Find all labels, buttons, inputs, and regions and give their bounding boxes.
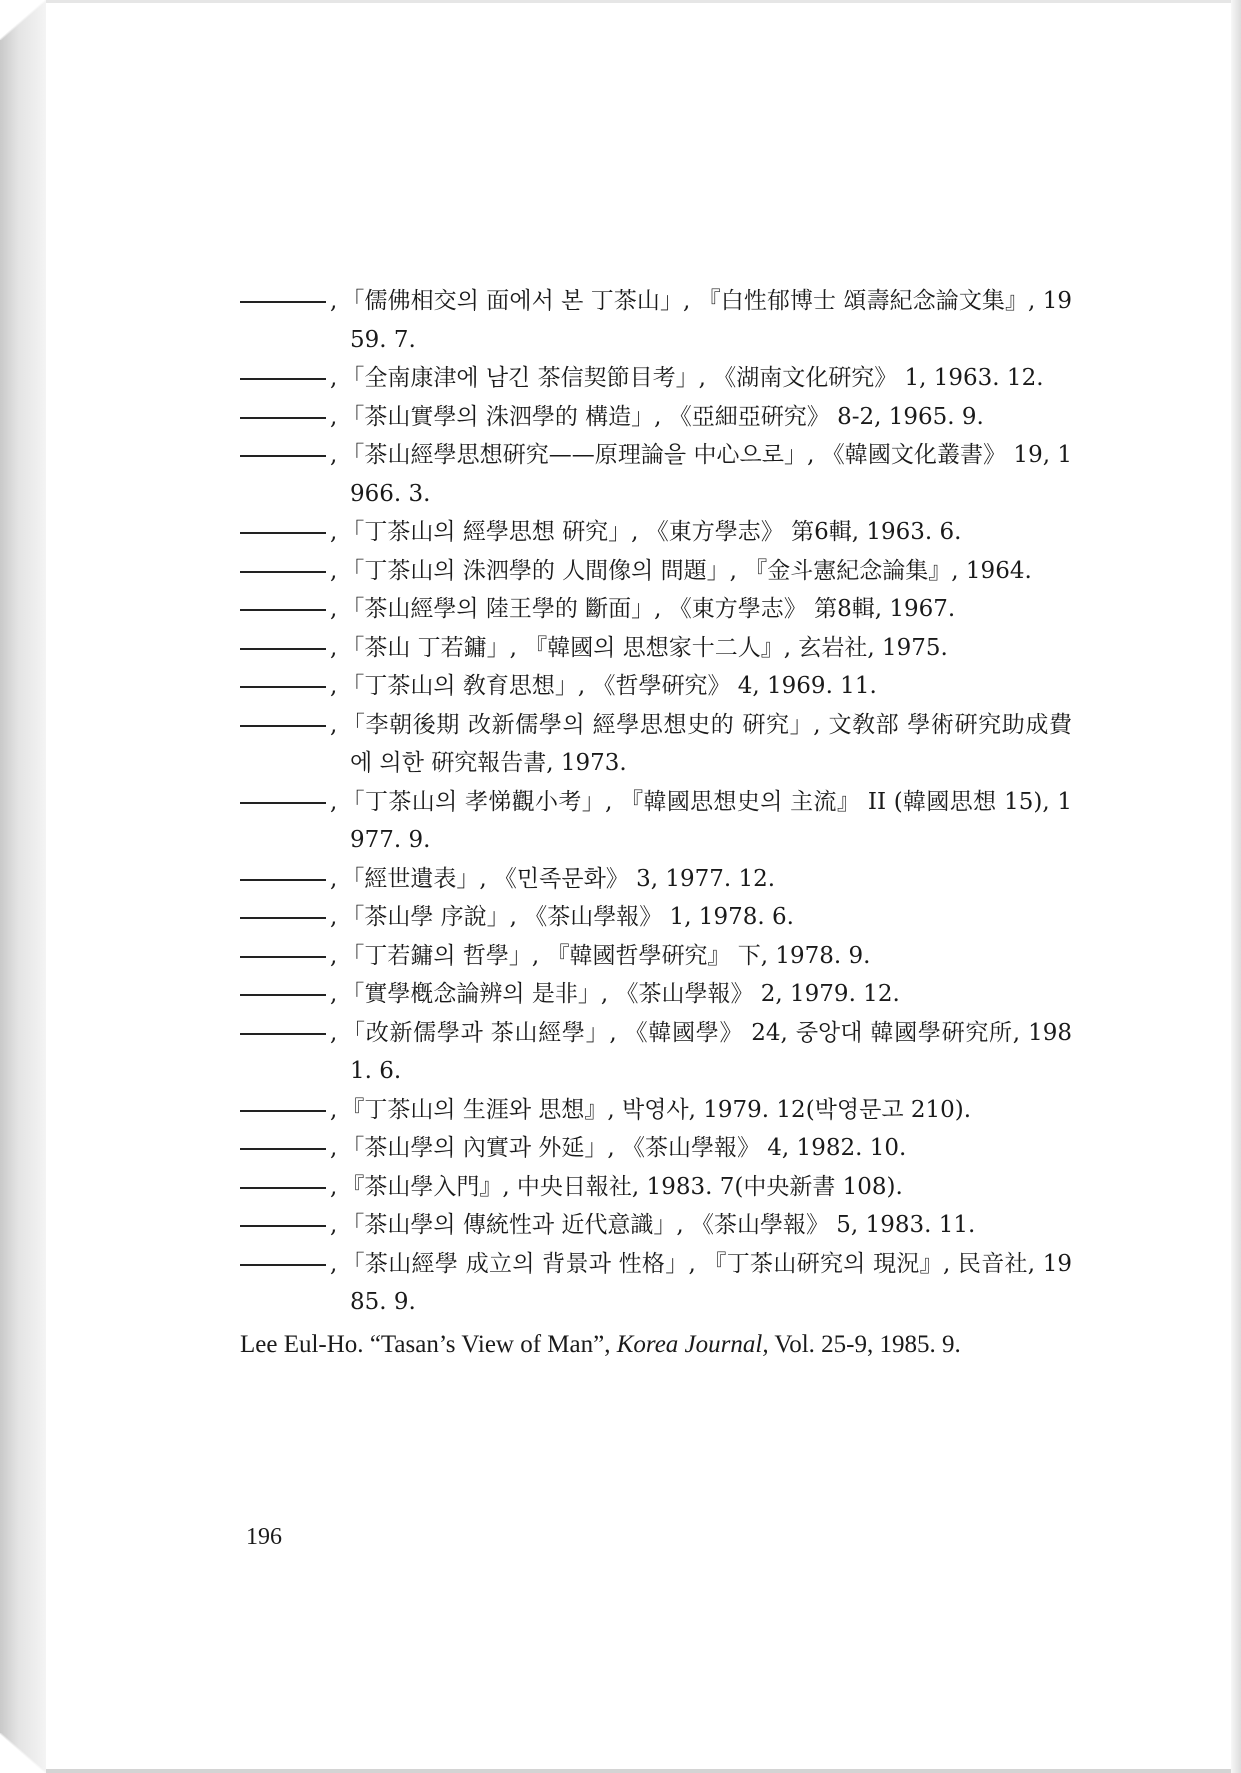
reference-item: , 「茶山 丁若鏞」, 『韓國의 思想家十二人』, 玄岩社, 1975. bbox=[240, 629, 1072, 668]
reference-text: 「丁茶山의 經學思想 硏究」, 《東方學志》 第6輯, 1963. 6. bbox=[341, 519, 962, 545]
english-reference-volume-date: Vol. 25-9, 1985. 9. bbox=[774, 1330, 961, 1358]
ditto-dash bbox=[240, 956, 326, 958]
ditto-dash bbox=[240, 725, 326, 727]
reference-item: , 「全南康津에 남긴 茶信契節目考」, 《湖南文化硏究》 1, 1963. 12. bbox=[240, 359, 1072, 398]
reference-item: , 「茶山經學思想硏究——原理論을 中心으로」, 《韓國文化叢書》 19, 1966. 3. bbox=[240, 436, 1072, 513]
reference-item: , 「茶山經學 成立의 背景과 性格」, 『丁茶山硏究의 現況』, 民音社, 1985. 9. bbox=[240, 1245, 1072, 1322]
reference-item: , 『丁茶山의 生涯와 思想』, 박영사, 1979. 12(박영문고 210). bbox=[240, 1091, 1072, 1130]
reference-text: 「茶山學 序說」, 《茶山學報》 1, 1978. 6. bbox=[341, 904, 794, 930]
page-bottom-edge bbox=[46, 1769, 1231, 1773]
reference-item: , 「李朝後期 改新儒學의 經學思想史的 硏究」, 文敎部 學術硏究助成費에 의한 硏究報告書, 1973. bbox=[240, 706, 1072, 783]
reference-text: 「茶山經學의 陸王學的 斷面」, 《東方學志》 第8輯, 1967. bbox=[341, 596, 956, 622]
reference-text: 「實學槪念論辨의 是非」, 《茶山學報》 2, 1979. 12. bbox=[341, 981, 900, 1007]
reference-item: , 「丁茶山의 經學思想 硏究」, 《東方學志》 第6輯, 1963. 6. bbox=[240, 513, 1072, 552]
reference-text: 「茶山經學 成立의 背景과 性格」, 『丁茶山硏究의 現況』, 民音社, 1985. 9. bbox=[341, 1250, 1072, 1315]
english-reference-author: Lee Eul-Ho. bbox=[240, 1330, 364, 1358]
reference-item: , 「丁茶山의 敎育思想」, 《哲學硏究》 4, 1969. 11. bbox=[240, 667, 1072, 706]
ditto-dash bbox=[240, 686, 326, 688]
reference-text: 「改新儒學과 茶山經學」, 《韓國學》 24, 중앙대 韓國學硏究所, 1981. 6. bbox=[341, 1019, 1072, 1084]
ditto-dash bbox=[240, 917, 326, 919]
reference-text: 「丁茶山의 敎育思想」, 《哲學硏究》 4, 1969. 11. bbox=[341, 673, 877, 699]
ditto-dash bbox=[240, 417, 326, 419]
reference-item: , 「茶山學의 傳統性과 近代意識」, 《茶山學報》 5, 1983. 11. bbox=[240, 1206, 1072, 1245]
ditto-dash bbox=[240, 532, 326, 534]
english-reference-item bbox=[240, 1326, 1072, 1365]
ditto-dash bbox=[240, 571, 326, 573]
english-reference-title: “Tasan’s View of Man”, bbox=[369, 1330, 611, 1358]
page-right-shadow bbox=[1231, 0, 1241, 1773]
reference-item: , 「茶山學 序說」, 《茶山學報》 1, 1978. 6. bbox=[240, 898, 1072, 937]
reference-text: 「茶山實學의 洙泗學的 構造」, 《亞細亞硏究》 8-2, 1965. 9. bbox=[341, 403, 984, 430]
ditto-dash bbox=[240, 1148, 326, 1150]
ditto-dash bbox=[240, 879, 326, 881]
reference-text: 「經世遺表」, 《민족문화》 3, 1977. 12. bbox=[341, 865, 776, 892]
ditto-dash bbox=[240, 609, 326, 611]
reference-text: 「茶山 丁若鏞」, 『韓國의 思想家十二人』, 玄岩社, 1975. bbox=[341, 634, 948, 661]
page-stack-edge bbox=[0, 0, 46, 1773]
ditto-dash bbox=[240, 1264, 326, 1266]
reference-item: , 「丁若鏞의 哲學」, 『韓國哲學硏究』 下, 1978. 9. bbox=[240, 937, 1072, 976]
ditto-dash bbox=[240, 1033, 326, 1035]
ditto-dash bbox=[240, 648, 326, 650]
page-number: 196 bbox=[246, 1524, 282, 1550]
ditto-dash bbox=[240, 378, 326, 380]
reference-text: 「全南康津에 남긴 茶信契節目考」, 《湖南文化硏究》 1, 1963. 12. bbox=[341, 365, 1044, 391]
ditto-dash bbox=[240, 1225, 326, 1227]
reference-text: 「茶山學의 內實과 外延」, 《茶山學報》 4, 1982. 10. bbox=[341, 1135, 907, 1161]
reference-item: , 「茶山經學의 陸王學的 斷面」, 《東方學志》 第8輯, 1967. bbox=[240, 590, 1072, 629]
reference-item: , 「丁茶山의 孝悌觀小考」, 『韓國思想史의 主流』 II (韓國思想 15), 1977. 9. bbox=[240, 783, 1072, 860]
reference-item: , 「茶山實學의 洙泗學的 構造」, 《亞細亞硏究》 8-2, 1965. 9. bbox=[240, 398, 1072, 437]
reference-text: 「儒佛相交의 面에서 본 丁茶山」, 『白性郁博士 頌壽紀念論文集』, 1959. 7. bbox=[341, 288, 1072, 353]
reference-text: 『茶山學入門』, 中央日報社, 1983. 7(中央新書 108). bbox=[341, 1173, 903, 1200]
reference-text: 「茶山學의 傳統性과 近代意識」, 《茶山學報》 5, 1983. 11. bbox=[341, 1212, 976, 1238]
reference-item: , 「實學槪念論辨의 是非」, 《茶山學報》 2, 1979. 12. bbox=[240, 975, 1072, 1014]
ditto-dash bbox=[240, 455, 326, 457]
ditto-dash bbox=[240, 994, 326, 996]
reference-text: 「丁若鏞의 哲學」, 『韓國哲學硏究』 下, 1978. 9. bbox=[341, 942, 871, 969]
ditto-dash bbox=[240, 301, 326, 303]
ditto-dash bbox=[240, 1110, 326, 1112]
reference-text: 『丁茶山의 生涯와 思想』, 박영사, 1979. 12(박영문고 210). bbox=[341, 1096, 972, 1123]
reference-text: 「丁茶山의 洙泗學的 人間像의 問題」, 『金斗憲紀念論集』, 1964. bbox=[341, 557, 1032, 584]
reference-item: , 「改新儒學과 茶山經學」, 《韓國學》 24, 중앙대 韓國學硏究所, 1981. 6. bbox=[240, 1014, 1072, 1091]
page-top-edge bbox=[46, 0, 1231, 3]
reference-list bbox=[240, 282, 1072, 1364]
ditto-dash bbox=[240, 1187, 326, 1189]
reference-item: , 『茶山學入門』, 中央日報社, 1983. 7(中央新書 108). bbox=[240, 1168, 1072, 1207]
reference-item: , 「茶山學의 內實과 外延」, 《茶山學報》 4, 1982. 10. bbox=[240, 1129, 1072, 1168]
reference-text: 「李朝後期 改新儒學의 經學思想史的 硏究」, 文敎部 學術硏究助成費에 의한 硏究報告書, 1973. bbox=[341, 711, 1072, 776]
reference-text: 「丁茶山의 孝悌觀小考」, 『韓國思想史의 主流』 II (韓國思想 15), 1977. 9. bbox=[341, 788, 1072, 853]
reference-item: , 「丁茶山의 洙泗學的 人間像의 問題」, 『金斗憲紀念論集』, 1964. bbox=[240, 552, 1072, 591]
ditto-dash bbox=[240, 802, 326, 804]
reference-item: , 「經世遺表」, 《민족문화》 3, 1977. 12. bbox=[240, 860, 1072, 899]
english-reference-journal: Korea Journal, bbox=[616, 1330, 769, 1358]
reference-text: 「茶山經學思想硏究——原理論을 中心으로」, 《韓國文化叢書》 19, 1966. 3. bbox=[341, 442, 1072, 507]
reference-item: , 「儒佛相交의 面에서 본 丁茶山」, 『白性郁博士 頌壽紀念論文集』, 1959. 7. bbox=[240, 282, 1072, 359]
